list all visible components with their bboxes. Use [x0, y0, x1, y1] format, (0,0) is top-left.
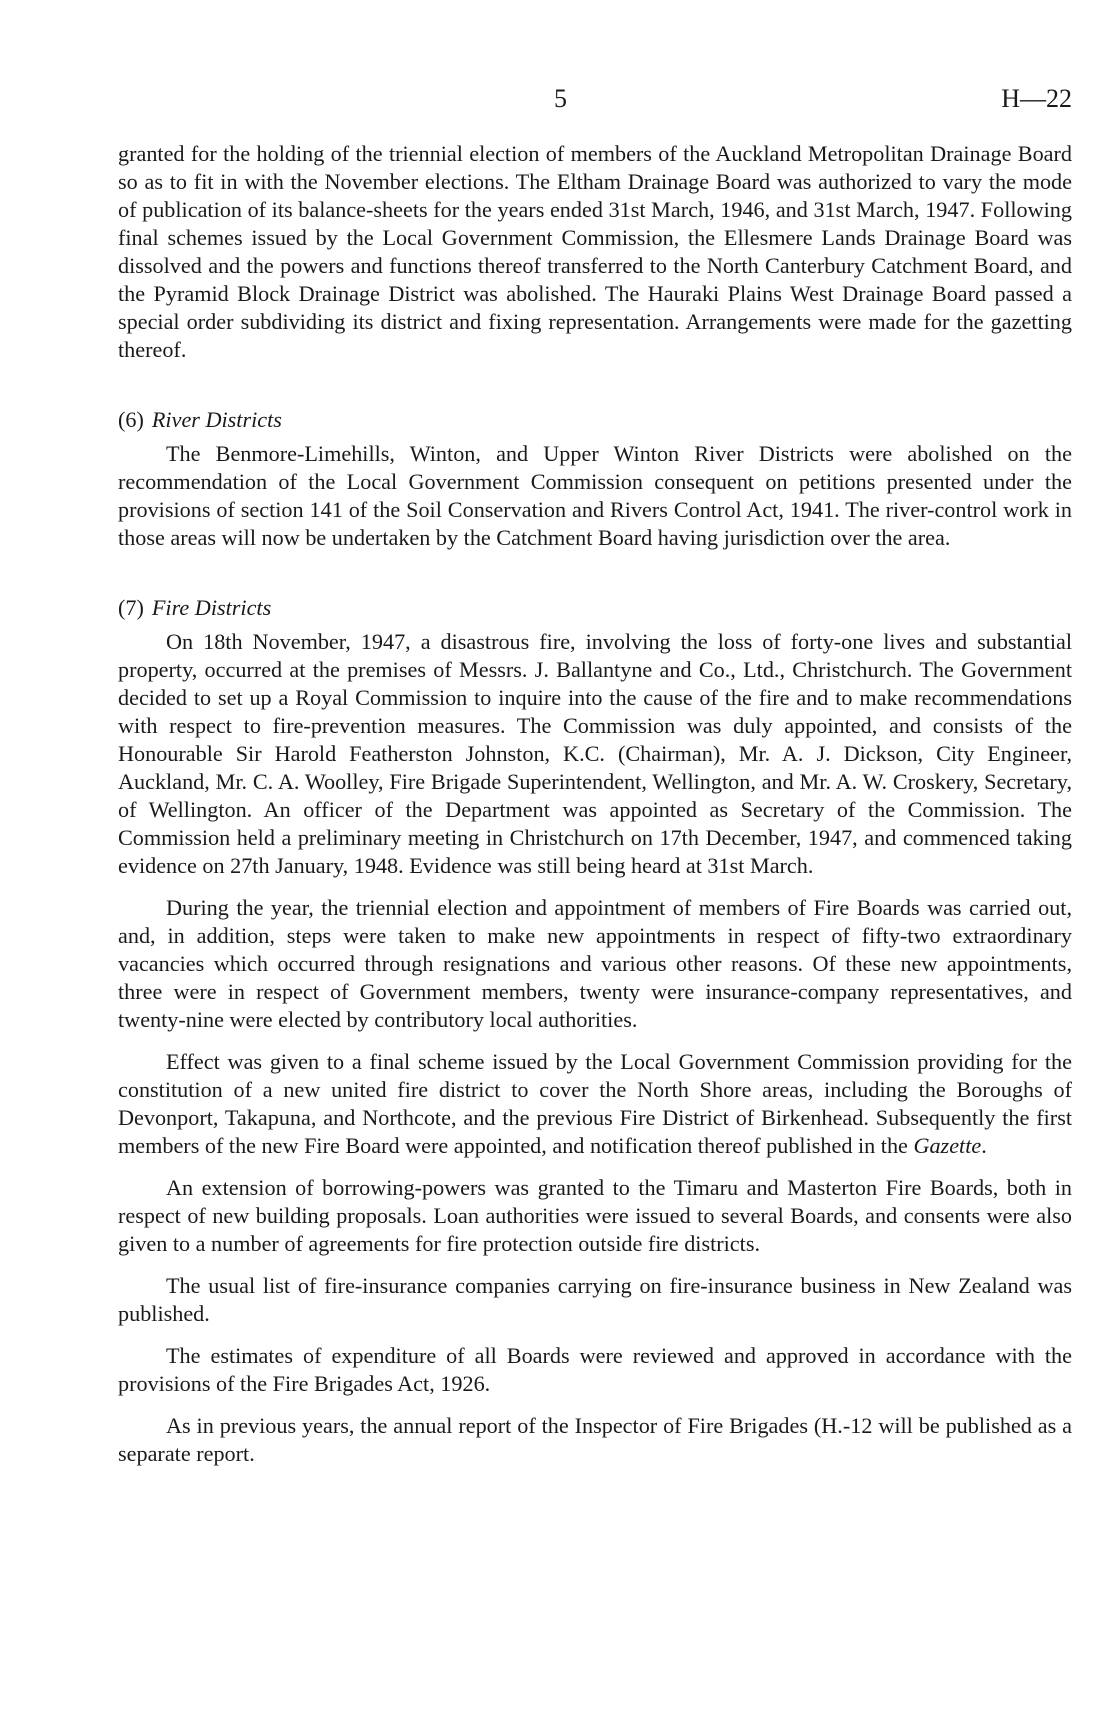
- section-title: Fire Districts: [151, 595, 272, 620]
- paragraph: The estimates of expenditure of all Boards were reviewed and approved in accordance with the provisions of the Fire Brigades Act, 1926.: [118, 1343, 1072, 1396]
- gazette-italic: Gazette: [913, 1133, 982, 1158]
- page-header: [118, 84, 1072, 124]
- intro-paragraph: granted for the holding of the triennial election of members of the Auckland Metropolitan Drainage Board so as to fit in with the November elections. The Eltham Drainage Board was authorized to vary the mode of publication of its balance-sheets for the years ended 31st March, 1946, and 31st March, 1947. Following final schemes issued by the Local Government Commission, the Ellesmere Lands Drainage Board was dissolved and the powers and functions thereof transferred to the North Canterbury Catchment Board, and the Pyramid Block Drainage District was abolished. The Hauraki Plains West Drainage Board passed a special order subdividing its district and fixing representation. Arrangements were made for the gazetting thereof.: [118, 141, 1072, 362]
- paragraph: The usual list of fire-insurance companies carrying on fire-insurance business in New Zealand was published.: [118, 1273, 1072, 1326]
- document-reference: H—22: [1001, 84, 1072, 113]
- section-number: (6): [118, 407, 144, 432]
- paragraph: [118, 1048, 1072, 1160]
- paragraph: As in previous years, the annual report of the Inspector of Fire Brigades (H.-12 will be published as a separate report.: [118, 1413, 1072, 1466]
- paragraph: An extension of borrowing-powers was granted to the Timaru and Masterton Fire Boards, both in respect of new building proposals. Loan authorities were issued to several Boards, and consents were also given to a number of agreements for fire protection outside fire districts.: [118, 1175, 1072, 1256]
- paragraph: During the year, the triennial election and appointment of members of Fire Boards was carried out, and, in addition, steps were taken to make new appointments in respect of fifty-two extraordinary vacancies which occurred through resignations and various other reasons. Of these new appointments, three were in respect of Government members, twenty were insurance-company representatives, and twenty-nine were elected by contributory local authorities.: [118, 895, 1072, 1032]
- section-heading-fire-districts: [118, 594, 1072, 622]
- paragraph: The Benmore-Limehills, Winton, and Upper Winton River Districts were abolished on the recommendation of the Local Government Commission consequent on petitions presented under the provisions of section 141 of the Soil Conservation and Rivers Control Act, 1941. The river-control work in those areas will now be undertaken by the Catchment Board having jurisdiction over the area.: [118, 441, 1072, 550]
- section-number: (7): [118, 595, 144, 620]
- paragraph-text: Effect was given to a final scheme issued by the Local Government Commission providing for the constitution of a new united fire district to cover the North Shore areas, including the Boroughs of Devonport, Takapuna, and Northcote, and the previous Fire District of Birkenhead. Subsequently the first members of the new Fire Board were appointed, and notification thereof published in the: [118, 1049, 1072, 1158]
- section-heading-river-districts: [118, 406, 1072, 434]
- paragraph: On 18th November, 1947, a disastrous fire, involving the loss of forty-one lives and substantial property, occurred at the premises of Messrs. J. Ballantyne and Co., Ltd., Christchurch. The Government decided to set up a Royal Commission to inquire into the cause of the fire and to make recommendations with respect to fire-prevention measures. The Commission was duly appointed, and consists of the Honourable Sir Harold Featherston Johnston, K.C. (Chairman), Mr. A. J. Dickson, City Engineer, Auckland, Mr. C. A. Woolley, Fire Brigade Superintendent, Wellington, and Mr. A. W. Croskery, Secretary, of Wellington. An officer of the Department was appointed as Secretary of the Commission. The Commission held a preliminary meeting in Christchurch on 17th December, 1947, and commenced taking evidence on 27th January, 1948. Evidence was still being heard at 31st March.: [118, 629, 1072, 878]
- body-text: [118, 140, 1072, 1468]
- page-number: 5: [554, 84, 567, 113]
- section-title: River Districts: [151, 407, 282, 432]
- paragraph-text-end: .: [981, 1133, 987, 1158]
